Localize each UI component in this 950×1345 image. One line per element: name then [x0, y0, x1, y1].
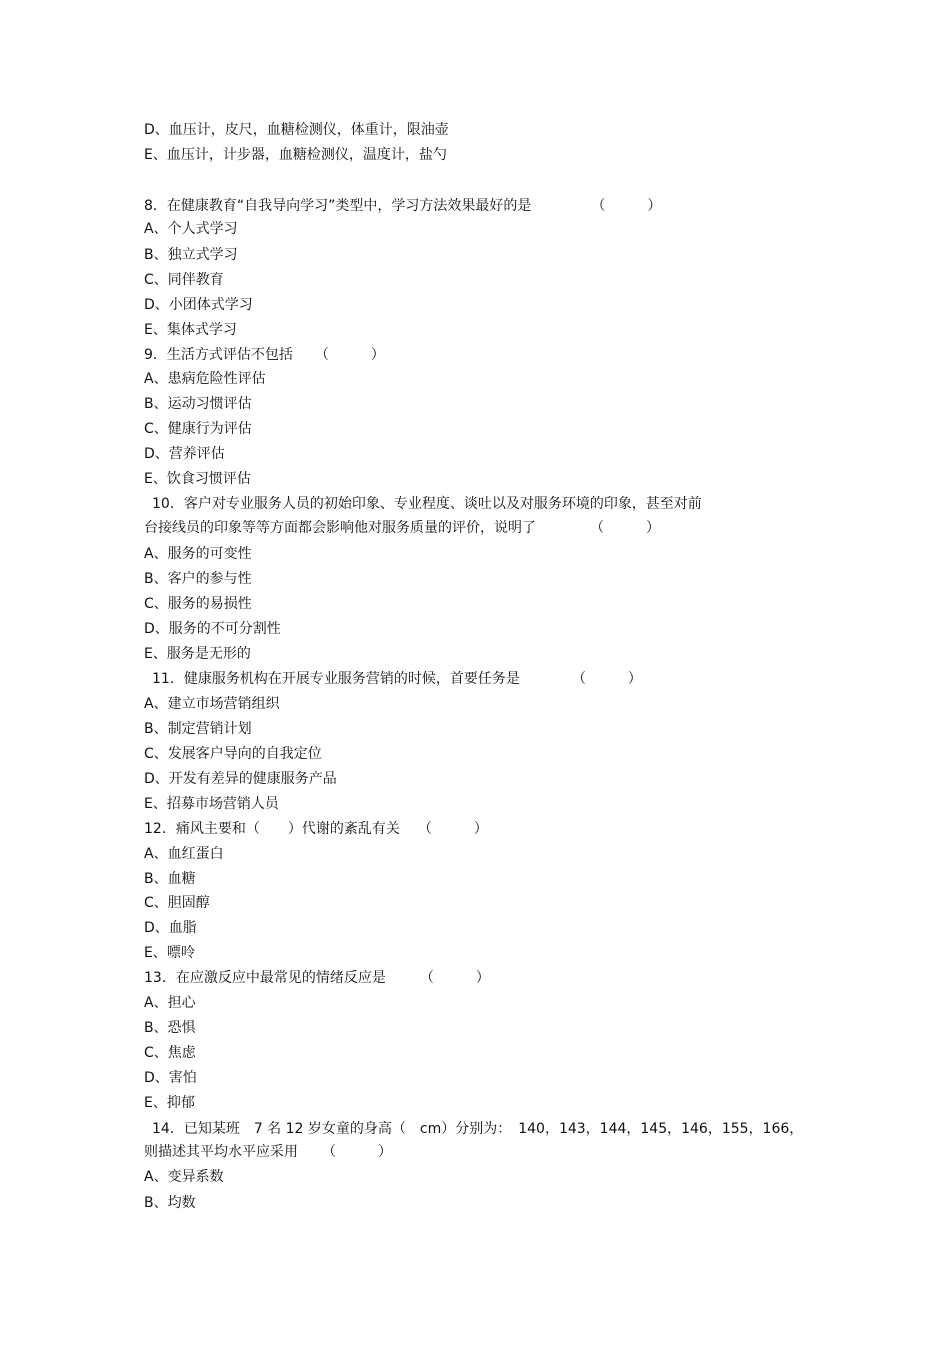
- question-9-option-b: B、运动习惯评估: [144, 396, 252, 412]
- question-14-stem-line2: [144, 1143, 392, 1161]
- question-10-option-e: E、服务是无形的: [144, 646, 251, 662]
- question-11-text: 11．健康服务机构在开展专业服务营销的时候，首要任务是: [152, 671, 520, 687]
- question-11-option-a: A、建立市场营销组织: [144, 696, 280, 712]
- prev-option-d: D、血压计，皮尺，血糖检测仪，体重计，限油壶: [144, 122, 449, 138]
- question-12-text: 12．痛风主要和（ ）代谢的紊乱有关: [144, 821, 400, 837]
- question-13-stem: [144, 969, 490, 987]
- question-8-option-e: E、集体式学习: [144, 322, 237, 338]
- question-10-option-d: D、服务的不可分割性: [144, 621, 281, 637]
- question-10-stem-line1: 10．客户对专业服务人员的初始印象、专业程度、谈吐以及对服务环境的印象，甚至对前: [152, 496, 702, 512]
- question-13-option-d: D、害怕: [144, 1070, 197, 1086]
- question-12-option-b: B、血糖: [144, 871, 196, 887]
- question-9-option-a: A、患病危险性评估: [144, 371, 266, 387]
- answer-blank: （ ）: [419, 970, 490, 986]
- question-10-option-c: C、服务的易损性: [144, 596, 252, 612]
- answer-blank: （ ）: [590, 520, 660, 536]
- question-9-option-c: C、健康行为评估: [144, 421, 252, 437]
- question-9-option-d: D、营养评估: [144, 446, 225, 462]
- question-12-stem: [144, 820, 488, 838]
- question-8-option-c: C、同伴教育: [144, 272, 224, 288]
- answer-blank: （ ）: [314, 347, 385, 363]
- question-14-stem-line1: 14．已知某班 7 名 12 岁女童的身高（ cm）分别为： 140，143，144，145，146，155，166，: [152, 1121, 804, 1137]
- question-12-option-e: E、嘌呤: [144, 945, 195, 961]
- question-11-option-b: B、制定营销计划: [144, 721, 252, 737]
- question-13-option-c: C、焦虑: [144, 1045, 196, 1061]
- question-11-option-d: D、开发有差异的健康服务产品: [144, 771, 337, 787]
- question-10-stem-line2: [144, 519, 660, 537]
- answer-blank: （ ）: [417, 821, 488, 837]
- question-10-option-a: A、服务的可变性: [144, 546, 252, 562]
- question-10-text: 台接线员的印象等等方面都会影响他对服务质量的评价，说明了: [144, 520, 536, 536]
- question-11-option-e: E、招募市场营销人员: [144, 796, 279, 812]
- question-8-option-d: D、小团体式学习: [144, 297, 253, 313]
- question-11-stem: [152, 670, 642, 688]
- question-13-option-b: B、恐惧: [144, 1020, 196, 1036]
- answer-blank: （ ）: [591, 198, 662, 214]
- question-13-text: 13．在应激反应中最常见的情绪反应是: [144, 970, 386, 986]
- question-14-option-b: B、均数: [144, 1195, 196, 1211]
- answer-blank: （ ）: [322, 1144, 392, 1160]
- question-8-option-a: A、个人式学习: [144, 221, 238, 237]
- question-9-text: 9．生活方式评估不包括: [144, 347, 293, 363]
- question-9-stem: [144, 346, 385, 364]
- question-11-option-c: C、发展客户导向的自我定位: [144, 746, 322, 762]
- question-12-option-d: D、血脂: [144, 920, 197, 936]
- question-8-stem: [144, 197, 661, 215]
- question-8-text: 8．在健康教育“自我导向学习”类型中，学习方法效果最好的是: [144, 198, 532, 214]
- question-13-option-a: A、担心: [144, 995, 196, 1011]
- question-13-option-e: E、抑郁: [144, 1095, 195, 1111]
- question-8-option-b: B、独立式学习: [144, 247, 238, 263]
- answer-blank: （ ）: [571, 671, 642, 687]
- question-10-option-b: B、客户的参与性: [144, 571, 252, 587]
- question-14-option-a: A、变异系数: [144, 1169, 224, 1185]
- question-12-option-c: C、胆固醇: [144, 895, 210, 911]
- question-9-option-e: E、饮食习惯评估: [144, 471, 251, 487]
- question-12-option-a: A、血红蛋白: [144, 846, 224, 862]
- question-14-text: 则描述其平均水平应采用: [144, 1144, 298, 1160]
- prev-option-e: E、血压计，计步器，血糖检测仪，温度计，盐勺: [144, 147, 447, 163]
